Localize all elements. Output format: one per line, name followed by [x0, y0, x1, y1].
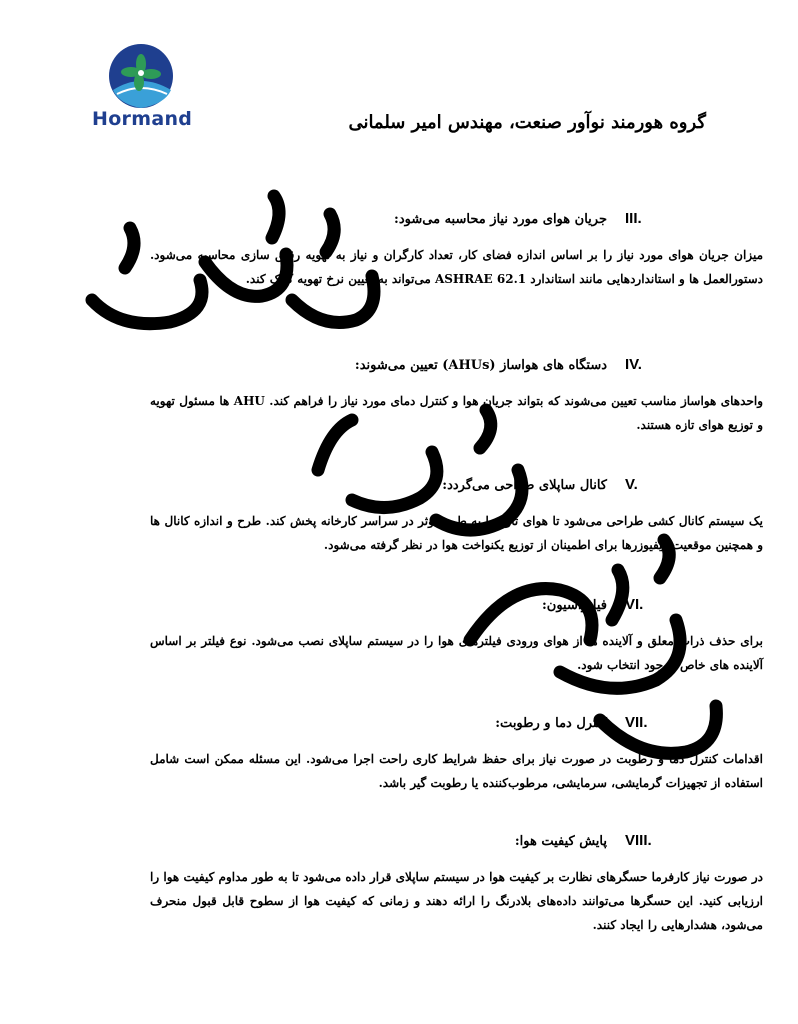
section-number: VI.	[625, 596, 644, 613]
section-title: جریان هوای مورد نیاز محاسبه می‌شود:	[394, 212, 607, 227]
section-title: کانال ساپلای طراحی می‌گردد:	[442, 478, 607, 493]
section-title: کنترل دما و رطوبت:	[495, 716, 607, 731]
hormand-emblem-icon	[105, 42, 177, 110]
section-iii	[90, 210, 763, 291]
section-number: V.	[625, 476, 638, 493]
section-body	[150, 629, 763, 677]
section-number: VIII.	[625, 832, 652, 849]
section-body	[150, 509, 763, 557]
section-vi	[90, 596, 763, 677]
section-v	[90, 476, 763, 557]
section-heading	[90, 596, 653, 613]
section-body	[150, 747, 763, 795]
section-text: میزان جریان هوای مورد نیاز را بر اساس اندازه فضای کار، تعداد کارگران و نیاز به تهویه رقیق سازی محاسبه می‌شود. دستورالعمل ها و استانداردهایی مانند استاندارد ASHRAE 62.1 می‌تواند به تعیین نرخ تهویه کمک کند.	[150, 248, 763, 286]
section-heading	[90, 356, 653, 373]
section-body	[150, 243, 763, 291]
section-title: فیلتراسیون:	[541, 598, 607, 613]
section-text: یک سیستم کانال کشی طراحی می‌شود تا هوای تازه را به طور موثر در سراسر کارخانه پخش کند. طرح و اندازه کانال ها و همچنین موقعیت دیفیوزرها برای اطمینان از توزیع یکنواخت هوا در نظر گرفته می‌شود.	[150, 514, 763, 552]
section-text: واحدهای هواساز مناسب تعیین می‌شوند که بتواند جریان هوا و کنترل دمای مورد نیاز را فراهم کند. AHU ها مسئول تهویه و توزیع هوای تازه هستند.	[150, 394, 763, 432]
section-heading	[90, 832, 653, 849]
section-vii	[90, 714, 763, 795]
logo-text: Hormand	[92, 108, 193, 130]
section-title: پایش کیفیت هوا:	[514, 834, 607, 849]
section-viii	[90, 832, 763, 937]
section-iv	[90, 356, 763, 437]
page-title: گروه هورمند نوآور صنعت، مهندس امیر سلمانی	[348, 112, 706, 133]
section-heading	[90, 210, 653, 227]
section-number: III.	[625, 210, 642, 227]
section-heading	[90, 476, 653, 493]
section-body	[150, 865, 763, 937]
section-number: IV.	[625, 356, 642, 373]
section-text: برای حذف ذرات معلق و آلاینده ها از هوای ورودی فیلترهای هوا را در سیستم ساپلای نصب می‌شود. نوع فیلتر بر اساس آلاینده های خاص موجود انتخاب شود.	[150, 634, 763, 672]
section-text: اقدامات کنترل دما و رطوبت در صورت نیاز برای حفظ شرایط کاری راحت اجرا می‌شود. این مسئله ممکن است شامل استفاده از تجهیزات گرمایشی، سرمایشی، مرطوب‌کننده یا رطوبت گیر باشد.	[150, 752, 763, 790]
section-text: در صورت نیاز کارفرما حسگرهای نظارت بر کیفیت هوا در سیستم ساپلای قرار داده می‌شود تا به طور مداوم کیفیت هوا را ارزیابی کنید. این حسگرها می‌توانند داده‌های بلادرنگ را ارائه دهند و زمانی که کیفیت هوا از سطوح قابل قبول منحرف می‌شود، هشدارهایی را ایجاد کنند.	[150, 870, 763, 932]
hormand-logo	[92, 42, 192, 134]
section-body	[150, 389, 763, 437]
section-heading	[90, 714, 653, 731]
section-title: دستگاه های هواساز (AHUs) تعیین می‌شوند:	[354, 358, 607, 373]
section-number: VII.	[625, 714, 648, 731]
